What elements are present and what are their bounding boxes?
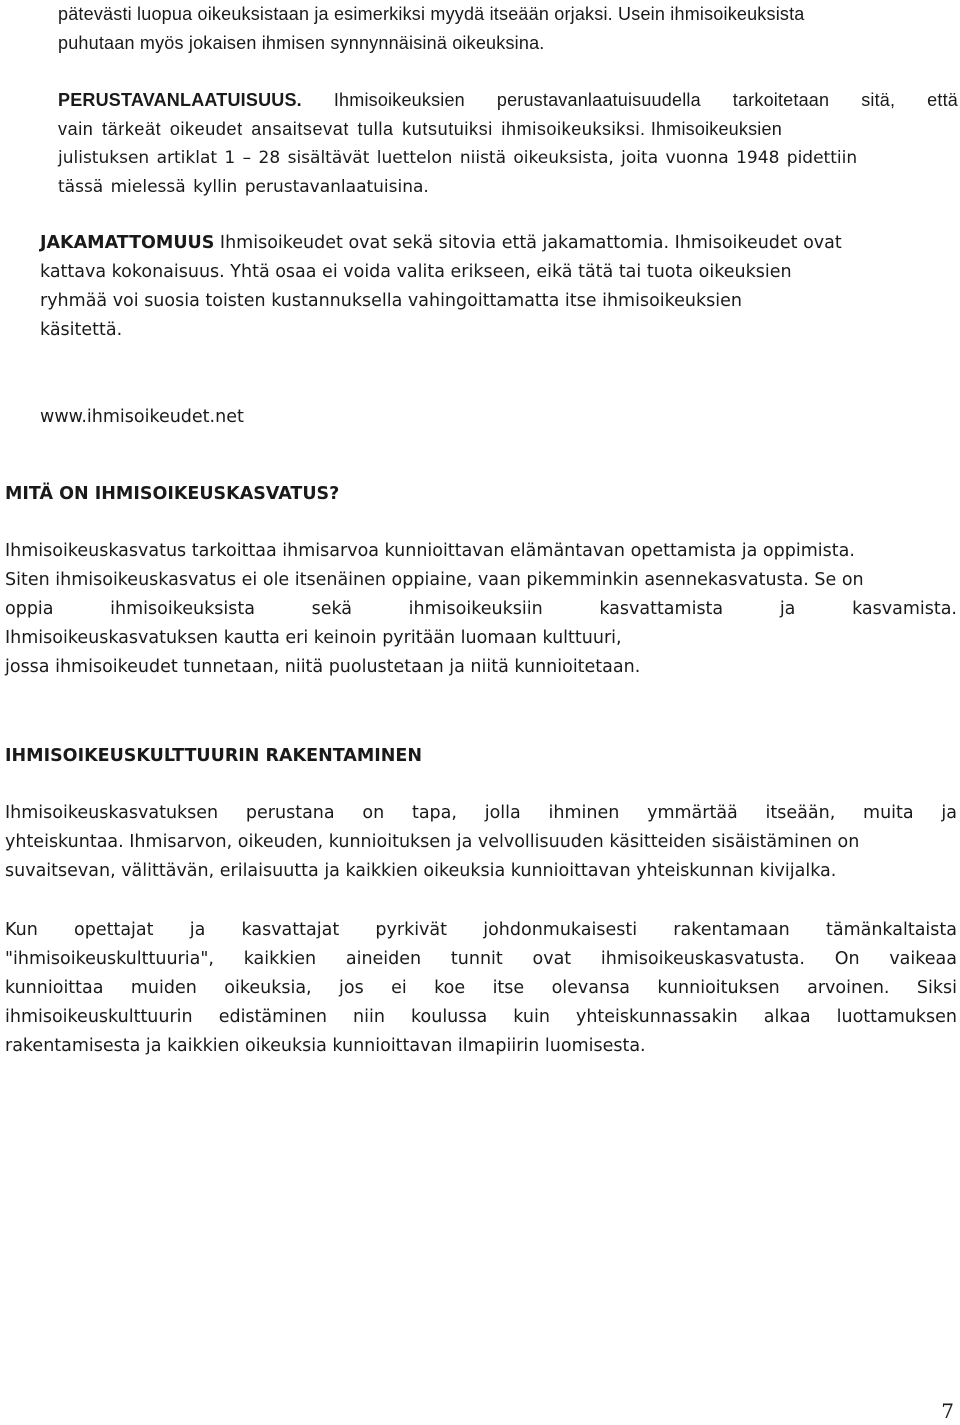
ihmisoikeuskasvatus-line: oppia ihmisoikeuksista sekä ihmisoikeuksiin kasvattamista ja kasvamista. [5, 599, 957, 619]
section-heading-ihmisoikeuskasvatus: MITÄ ON IHMISOIKEUSKASVATUS? [5, 484, 340, 504]
perustavanlaatuisuus-text: Ihmisoikeuksien [645, 119, 782, 139]
website-link[interactable]: www.ihmisoikeudet.net [40, 407, 244, 427]
jakamattomuus-line: kattava kokonaisuus. Yhtä osaa ei voida valita erikseen, eikä tätä tai tuota oikeuksien [40, 262, 792, 282]
jakamattomuus-term: JAKAMATTOMUUS [40, 233, 215, 253]
ihmisoikeuskulttuuri-line: suvaitsevan, välittävän, erilaisuutta ja kaikkien oikeuksia kunnioittavan yhteiskunnan kivijalka. [5, 861, 837, 881]
ihmisoikeuskasvatus-line: Ihmisoikeuskasvatus tarkoittaa ihmisarvoa kunnioittavan elämäntavan opettamista ja oppimista. [5, 541, 855, 561]
jakamattomuus-line: käsitettä. [40, 320, 123, 340]
ihmisoikeuskulttuuri-line: Kun opettajat ja kasvattajat pyrkivät johdonmukaisesti rakentamaan tämänkaltaista [5, 920, 957, 940]
perustavanlaatuisuus-text: vain tärkeät oikeudet ansaitsevat tulla kutsutuiksi ihmisoikeuksiksi. [58, 119, 646, 139]
ihmisoikeuskulttuuri-line: ihmisoikeuskulttuurin edistäminen niin koulussa kuin yhteiskunnassakin alkaa luottamuksen [5, 1007, 957, 1027]
jakamattomuus-paragraph [40, 229, 940, 345]
ihmisoikeuskasvatus-line: Siten ihmisoikeuskasvatus ei ole itsenäinen oppiaine, vaan pikemminkin asennekasvatusta. Se on [5, 570, 864, 590]
ihmisoikeuskasvatus-line: Ihmisoikeuskasvatuksen kautta eri keinoin pyritään luomaan kulttuuri, [5, 628, 622, 648]
perustavanlaatuisuus-line [58, 86, 958, 115]
section-heading-ihmisoikeuskulttuuri: IHMISOIKEUSKULTTUURIN RAKENTAMINEN [5, 746, 423, 766]
perustavanlaatuisuus-line: julistuksen artiklat 1 – 28 sisältävät luettelon niistä oikeuksista, joita vuonna 1948 pidettiin [58, 148, 858, 168]
perustavanlaatuisuus-line [58, 115, 958, 144]
ihmisoikeuskulttuuri-line: kunnioittaa muiden oikeuksia, jos ei koe itse olevansa kunnioituksen arvoinen. Siksi [5, 978, 957, 998]
perustavanlaatuisuus-line: tässä mielessä kyllin perustavanlaatuisina. [58, 177, 429, 197]
ihmisoikeuskulttuuri-paragraph-2 [5, 916, 957, 1061]
ihmisoikeuskulttuuri-line: Ihmisoikeuskasvatuksen perustana on tapa, jolla ihminen ymmärtää itseään, muita ja [5, 803, 957, 823]
jakamattomuus-line [40, 229, 940, 258]
page-number: 7 [941, 1399, 954, 1423]
intro-line: pätevästi luopua oikeuksistaan ja esimerkiksi myydä itseään orjaksi. Usein ihmisoikeuksista [58, 4, 805, 24]
ihmisoikeuskulttuuri-line: rakentamisesta ja kaikkien oikeuksia kunnioittavan ilmapiirin luomisesta. [5, 1036, 646, 1056]
ihmisoikeuskasvatus-paragraph [5, 537, 957, 682]
intro-paragraph [58, 0, 958, 58]
jakamattomuus-line: ryhmää voi suosia toisten kustannuksella vahingoittamatta itse ihmisoikeuksien [40, 291, 742, 311]
ihmisoikeuskulttuuri-paragraph-1 [5, 799, 957, 886]
intro-line: puhutaan myös jokaisen ihmisen synnynnäisinä oikeuksina. [58, 33, 545, 53]
perustavanlaatuisuus-text: Ihmisoikeuksien perustavanlaatuisuudella tarkoitetaan sitä, että [301, 90, 958, 110]
perustavanlaatuisuus-term: PERUSTAVANLAATUISUUS. [58, 90, 302, 110]
jakamattomuus-text: Ihmisoikeudet ovat sekä sitovia että jakamattomia. Ihmisoikeudet ovat [214, 233, 842, 253]
ihmisoikeuskasvatus-line: jossa ihmisoikeudet tunnetaan, niitä puolustetaan ja niitä kunnioitetaan. [5, 657, 641, 677]
ihmisoikeuskulttuuri-line: "ihmisoikeuskulttuuria", kaikkien aineiden tunnit ovat ihmisoikeuskasvatusta. On vaikeaa [5, 949, 957, 969]
perustavanlaatuisuus-paragraph [58, 86, 958, 202]
ihmisoikeuskulttuuri-line: yhteiskuntaa. Ihmisarvon, oikeuden, kunnioituksen ja velvollisuuden käsitteiden sisäistäminen on [5, 832, 860, 852]
